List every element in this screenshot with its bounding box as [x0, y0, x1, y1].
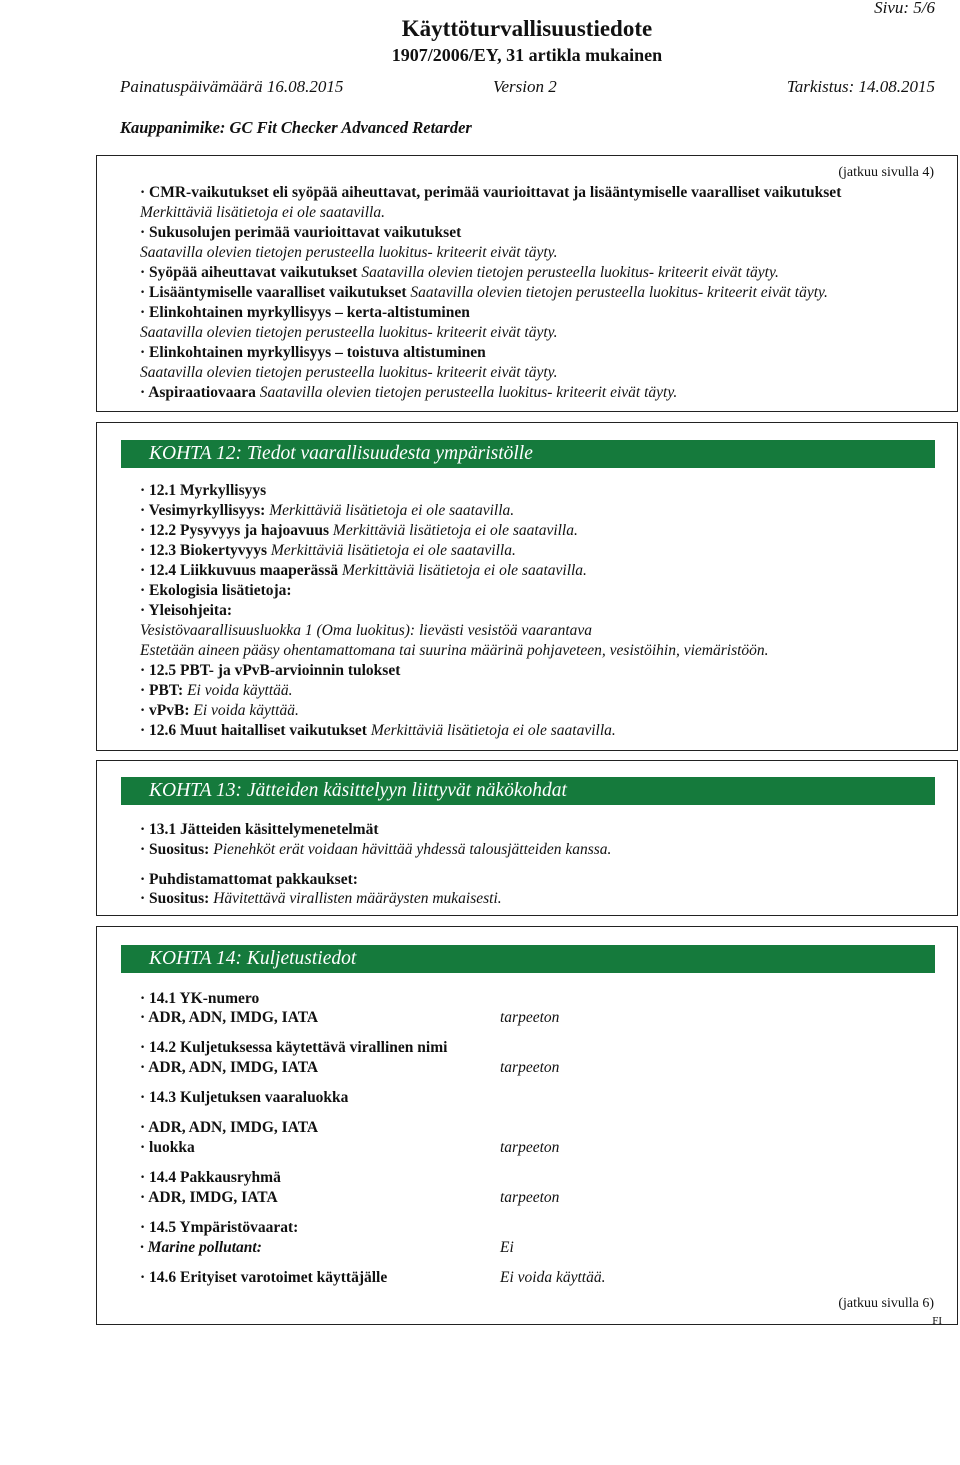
line-text: Saatavilla olevien tietojen perusteella luokitus- kriteerit eivät täyty. [140, 324, 558, 341]
transport-row-label [140, 1218, 298, 1237]
page-number: Sivu: 5/6 [874, 0, 935, 17]
line-label: · Yleisohjeita: [140, 602, 232, 619]
product-name: Kauppanimike: GC Fit Checker Advanced Retarder [120, 118, 472, 137]
line-label: · 12.2 Pysyvyys ja hajoavuus [140, 522, 330, 539]
line-label: · Sukusolujen perimää vaurioittavat vaikutukset [140, 224, 462, 241]
text-line [140, 889, 502, 908]
transport-row-label [140, 1008, 318, 1027]
text-line [140, 870, 358, 889]
line-label: · 12.5 PBT- ja vPvB-arvioinnin tulokset [140, 662, 401, 679]
transport-row-label [140, 1038, 447, 1057]
text-line [140, 541, 516, 560]
row-label-text: · ADR, ADN, IMDG, IATA [140, 1059, 319, 1076]
text-line [140, 621, 592, 640]
text-line [140, 601, 232, 620]
language-code: FI [932, 1315, 942, 1327]
text-line [140, 701, 299, 720]
text-line [140, 243, 558, 262]
line-label: · Lisääntymiselle vaaralliset vaikutukset [140, 284, 407, 301]
line-label: · Aspiraatiovaara [140, 384, 256, 401]
transport-row-label [140, 1168, 281, 1187]
text-line [140, 681, 293, 700]
transport-row-value: Ei voida käyttää. [500, 1269, 606, 1286]
line-text: Saatavilla olevien tietojen perusteella luokitus- kriteerit eivät täyty. [406, 284, 828, 301]
text-line [140, 203, 385, 222]
row-label-text: · ADR, ADN, IMDG, IATA [140, 1119, 319, 1136]
transport-row-value: tarpeeton [500, 1139, 560, 1156]
line-text: Estetään aineen pääsy ohentamattomana tai suurina määrinä pohjaveteen, vesistöihin, viemäristöön. [140, 642, 769, 659]
line-text: Saatavilla olevien tietojen perusteella luokitus- kriteerit eivät täyty. [255, 384, 678, 401]
row-label-text: · 14.4 Pakkausryhmä [140, 1169, 281, 1186]
document-title: Käyttöturvallisuustiedote [401, 16, 653, 41]
version: Version 2 [493, 77, 557, 96]
transport-row-value: Ei [500, 1239, 514, 1256]
line-text: Merkittäviä lisätietoja ei ole saatavilla. [366, 722, 616, 739]
line-label: · Syöpää aiheuttavat vaikutukset [140, 264, 358, 281]
document-subtitle: 1907/2006/EY, 31 artikla mukainen [391, 45, 663, 65]
text-line [140, 343, 486, 362]
transport-row-label [140, 1238, 262, 1257]
section-14-header: KOHTA 14: Kuljetustiedot [121, 945, 935, 973]
section-12-header: KOHTA 12: Tiedot vaarallisuudesta ympäristölle [121, 440, 935, 468]
line-label: · Suositus: [140, 890, 210, 907]
row-label-text: · luokka [140, 1139, 195, 1156]
line-label: · Elinkohtainen myrkyllisyys – kerta-altistuminen [140, 304, 470, 321]
transport-row-label [140, 1138, 195, 1157]
line-label: · CMR-vaikutukset eli syöpää aiheuttavat, perimää vaurioittavat ja lisääntymiselle vaaralliset vaikutukset [140, 184, 842, 201]
line-text: Vesistövaarallisuusluokka 1 (Oma luokitus): lievästi vesistöä vaarantava [140, 622, 593, 639]
transport-row-label [140, 1118, 318, 1137]
line-label: · 12.4 Liikkuvuus maaperässä [140, 562, 339, 579]
line-text: Hävitettävä virallisten määräysten mukaisesti. [209, 890, 502, 907]
line-label: · vPvB: [140, 702, 190, 719]
text-line [140, 383, 677, 402]
continued-from-note: (jatkuu sivulla 4) [838, 165, 934, 180]
row-label-text: · Marine pollutant: [140, 1239, 262, 1256]
continued-to-note: (jatkuu sivulla 6) [838, 1296, 934, 1311]
row-label-text: · ADR, IMDG, IATA [140, 1189, 278, 1206]
transport-row-label [140, 1188, 278, 1207]
text-line [140, 263, 779, 282]
line-text: Pienehköt erät voidaan hävittää yhdessä talousjätteiden kanssa. [209, 841, 612, 858]
line-text: Merkittäviä lisätietoja ei ole saatavilla. [338, 562, 587, 579]
line-text: Merkittäviä lisätietoja ei ole saatavilla. [267, 542, 516, 559]
line-label: · Elinkohtainen myrkyllisyys – toistuva altistuminen [140, 344, 486, 361]
line-label: · 12.6 Muut haitalliset vaikutukset [140, 722, 367, 739]
line-text: Merkittäviä lisätietoja ei ole saatavilla. [140, 204, 385, 221]
line-text: Ei voida käyttää. [189, 702, 299, 719]
text-line [140, 283, 828, 302]
text-line [140, 183, 841, 202]
text-line [140, 641, 769, 660]
transport-row-value: tarpeeton [500, 1189, 560, 1206]
line-label: · Ekologisia lisätietoja: [140, 582, 292, 599]
print-date: Painatuspäivämäärä 16.08.2015 [120, 77, 344, 96]
text-line [140, 721, 616, 740]
row-label-text: · 14.6 Erityiset varotoimet käyttäjälle [140, 1269, 388, 1286]
text-line [140, 661, 400, 680]
line-label: · 12.1 Myrkyllisyys [140, 482, 267, 499]
text-line [140, 521, 578, 540]
transport-row-label [140, 1268, 387, 1287]
row-label-text: · 14.5 Ympäristövaarat: [140, 1219, 299, 1236]
text-line [140, 481, 266, 500]
line-text: Merkittäviä lisätietoja ei ole saatavilla. [265, 502, 515, 519]
line-label: · 13.1 Jätteiden käsittelymenetelmät [140, 821, 379, 838]
text-line [140, 561, 587, 580]
line-label: · 12.3 Biokertyvyys [140, 542, 268, 559]
revision-date: Tarkistus: 14.08.2015 [786, 77, 935, 96]
text-line [140, 323, 558, 342]
line-text: Merkittäviä lisätietoja ei ole saatavilla. [329, 522, 578, 539]
text-line [140, 223, 461, 242]
line-text: Ei voida käyttää. [183, 682, 293, 699]
transport-row-label [140, 989, 259, 1008]
transport-row-value: tarpeeton [500, 1009, 560, 1026]
row-label-text: · ADR, ADN, IMDG, IATA [140, 1009, 319, 1026]
line-text: Saatavilla olevien tietojen perusteella luokitus- kriteerit eivät täyty. [140, 244, 558, 261]
row-label-text: · 14.1 YK-numero [140, 990, 260, 1007]
text-line [140, 501, 514, 520]
transport-row-label [140, 1058, 318, 1077]
line-label: · Vesimyrkyllisyys: [140, 502, 266, 519]
text-line [140, 363, 558, 382]
line-label: · Puhdistamattomat pakkaukset: [140, 871, 358, 888]
line-text: Saatavilla olevien tietojen perusteella luokitus- kriteerit eivät täyty. [140, 364, 558, 381]
row-label-text: · 14.2 Kuljetuksessa käytettävä virallinen nimi [140, 1039, 448, 1056]
text-line [140, 820, 378, 839]
transport-row-value: tarpeeton [500, 1059, 560, 1076]
section-13-header: KOHTA 13: Jätteiden käsittelyyn liittyvät näkökohdat [121, 777, 935, 805]
line-label: · Suositus: [140, 841, 210, 858]
text-line [140, 303, 470, 322]
text-line [140, 840, 611, 859]
text-line [140, 581, 292, 600]
line-text: Saatavilla olevien tietojen perusteella luokitus- kriteerit eivät täyty. [357, 264, 779, 281]
row-label-text: · 14.3 Kuljetuksen vaaraluokka [140, 1089, 349, 1106]
line-label: · PBT: [140, 682, 184, 699]
transport-row-label [140, 1088, 348, 1107]
